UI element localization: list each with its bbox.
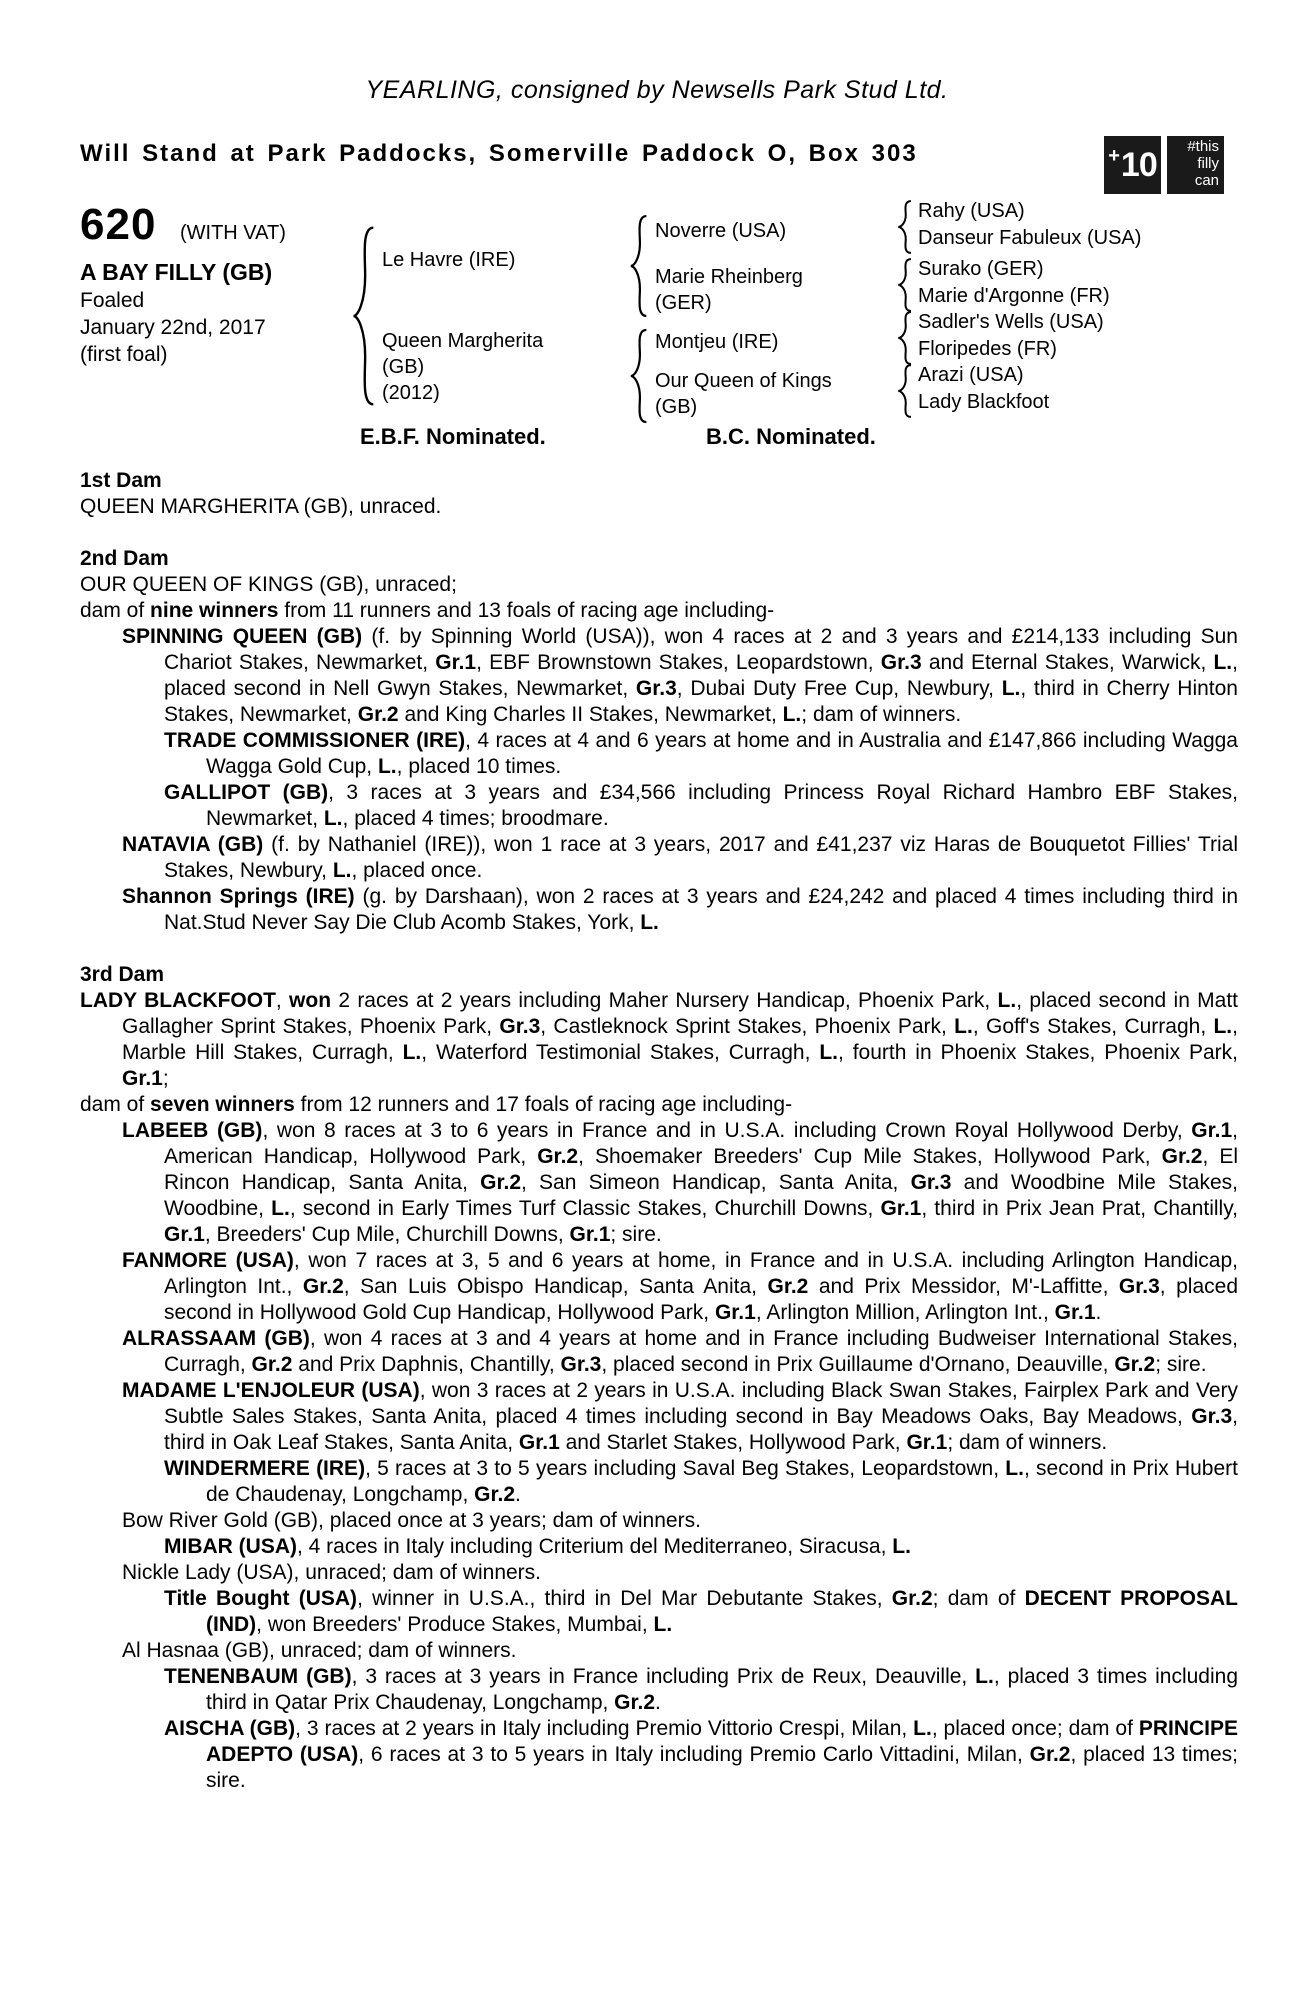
gsire4-name: Arazi (USA) <box>918 364 1024 386</box>
plus10-number: 10 <box>1120 145 1157 184</box>
produce-paragraph: Nickle Lady (USA), unraced; dam of winners. <box>122 1561 542 1584</box>
dam-section-heading: 2nd Dam <box>80 547 169 570</box>
plus10-plus-sign: + <box>1108 144 1120 167</box>
sire-name: Le Havre (IRE) <box>382 249 516 271</box>
dam-section-heading: 3rd Dam <box>80 963 165 986</box>
produce-paragraph: SPINNING QUEEN (GB) (f. by Spinning World (USA)), won 4 races at 2 and 3 years and £214,133 including Sun Chariot Stakes, Newmarket, Gr.1, EBF Brownstown Stakes, Leopardstown, Gr.3 and Eternal Stakes, Warwick, L., placed second in Nell Gwyn Stakes, Newmarket, Gr.3, Dubai Duty Free Cup, Newbury, L., third in Cherry Hinton Stakes, Newmarket, Gr.2 and King Charles II Stakes, Newmarket, L.; dam of winners. <box>122 625 1238 726</box>
dam-name-line1: Queen Margherita <box>382 330 544 352</box>
consignor-title: YEARLING, consigned by Newsells Park Stud Ltd. <box>365 76 949 104</box>
pedigree-brace <box>350 224 378 408</box>
gdam4-name: Lady Blackfoot <box>918 391 1050 413</box>
produce-paragraph: dam of nine winners from 11 runners and 13 foals of racing age including- <box>80 599 775 622</box>
gdam3-name: Floripedes (FR) <box>918 338 1057 360</box>
produce-paragraph: Shannon Springs (IRE) (g. by Darshaan), won 2 races at 3 years and £24,242 and placed 4 times including third in Nat.Stud Never Say Die Club Acomb Stakes, York, L. <box>122 885 1238 934</box>
produce-paragraph: MIBAR (USA), 4 races in Italy including Criterium del Mediterraneo, Siracusa, L. <box>164 1535 911 1558</box>
dam-sire-name: Montjeu (IRE) <box>655 331 779 353</box>
gdam2-name: Marie d'Argonne (FR) <box>918 285 1110 307</box>
dam-section-heading: 1st Dam <box>80 469 162 492</box>
gsire2-name: Surako (GER) <box>918 258 1044 280</box>
produce-paragraph: NATAVIA (GB) (f. by Nathaniel (IRE)), won 1 race at 3 years, 2017 and £41,237 viz Haras de Bouquetot Fillies' Trial Stakes, Newbury, L., placed once. <box>122 833 1238 882</box>
pedigree-brace <box>628 328 650 424</box>
produce-paragraph: TENENBAUM (GB), 3 races at 3 years in France including Prix de Reux, Deauville, L., placed 3 times including third in Qatar Prix Chaudenay, Longchamp, Gr.2. <box>164 1665 1238 1714</box>
sire-dam-name-line2: (GER) <box>655 292 712 314</box>
produce-paragraph: LABEEB (GB), won 8 races at 3 to 6 years in France and in U.S.A. including Crown Royal Hollywood Derby, Gr.1, American Handicap, Hollywood Park, Gr.2, Shoemaker Breeders' Cup Mile Stakes, Hollywood Park, Gr.2, El Rincon Handicap, Santa Anita, Gr.2, San Simeon Handicap, Santa Anita, Gr.3 and Woodbine Mile Stakes, Woodbine, L., second in Early Times Turf Classic Stakes, Churchill Downs, Gr.1, third in Prix Jean Prat, Chantilly, Gr.1, Breeders' Cup Mile, Churchill Downs, Gr.1; sire. <box>122 1119 1239 1246</box>
thisfillycan-line3: can <box>1194 172 1219 189</box>
thisfillycan-line1: #this <box>1187 138 1219 155</box>
foaled-label: Foaled <box>80 289 145 312</box>
dam-dam-name-line2: (GB) <box>655 396 698 418</box>
gsire1-name: Rahy (USA) <box>918 200 1025 222</box>
pedigree-brace <box>896 200 914 254</box>
produce-paragraph: OUR QUEEN OF KINGS (GB), unraced; <box>80 573 457 596</box>
thisfillycan-line2: filly <box>1197 155 1219 172</box>
produce-paragraph: FANMORE (USA), won 7 races at 3, 5 and 6 years at home, in France and in U.S.A. including Arlington Handicap, Arlington Int., Gr.2, San Luis Obispo Handicap, Santa Anita, Gr.2 and Prix Messidor, M'-Laffitte, Gr.3, placed second in Hollywood Gold Cup Handicap, Hollywood Park, Gr.1, Arlington Million, Arlington Int., Gr.1. <box>122 1249 1239 1324</box>
pedigree-brace <box>896 311 914 365</box>
dam-name-line3: (2012) <box>382 382 440 404</box>
dam-name-line2: (GB) <box>382 356 425 378</box>
produce-paragraph: Al Hasnaa (GB), unraced; dam of winners. <box>122 1639 517 1662</box>
ebf-nominated: E.B.F. Nominated. <box>360 424 546 449</box>
produce-paragraph: Bow River Gold (GB), placed once at 3 years; dam of winners. <box>122 1509 701 1532</box>
lot-vat-note: (WITH VAT) <box>180 222 286 244</box>
produce-paragraph: WINDERMERE (IRE), 5 races at 3 to 5 years including Saval Beg Stakes, Leopardstown, L., second in Prix Hubert de Chaudenay, Longchamp, Gr.2. <box>164 1457 1238 1506</box>
thisfillycan-logo <box>1167 136 1224 194</box>
foaled-date: January 22nd, 2017 <box>80 316 266 339</box>
pedigree-brace <box>896 258 914 312</box>
lot-number: 620 <box>80 200 157 249</box>
produce-paragraph: MADAME L'ENJOLEUR (USA), won 3 races at 2 years in U.S.A. including Black Swan Stakes, Fairplex Park and Very Subtle Sales Stakes, Santa Anita, placed 4 times including second in Bay Meadows Oaks, Bay Meadows, Gr.3, third in Oak Leaf Stakes, Santa Anita, Gr.1 and Starlet Stakes, Hollywood Park, Gr.1; dam of winners. <box>122 1379 1238 1454</box>
produce-paragraph: Title Bought (USA), winner in U.S.A., third in Del Mar Debutante Stakes, Gr.2; dam of DECENT PROPOSAL (IND), won Breeders' Produce Stakes, Mumbai, L. <box>164 1587 1238 1636</box>
pedigree-brace <box>628 214 650 318</box>
foal-note: (first foal) <box>80 343 168 366</box>
produce-paragraph: AISCHA (GB), 3 races at 2 years in Italy including Premio Vittorio Crespi, Milan, L., placed once; dam of PRINCIPE ADEPTO (USA), 6 races at 3 to 5 years in Italy including Premio Carlo Vittadini, Milan, Gr.2, placed 13 times; sire. <box>164 1717 1238 1792</box>
produce-paragraph: dam of seven winners from 12 runners and 17 foals of racing age including- <box>80 1093 793 1116</box>
produce-paragraph: GALLIPOT (GB), 3 races at 3 years and £34,566 including Princess Royal Richard Hambro EBF Stakes, Newmarket, L., placed 4 times; broodmare. <box>164 781 1238 830</box>
bc-nominated: B.C. Nominated. <box>706 424 876 449</box>
sire-dam-name-line1: Marie Rheinberg <box>655 266 803 288</box>
produce-paragraph: LADY BLACKFOOT, won 2 races at 2 years including Maher Nursery Handicap, Phoenix Park, L., placed second in Matt Gallagher Sprint Stakes, Phoenix Park, Gr.3, Castleknock Sprint Stakes, Phoenix Park, L., Goff's Stakes, Curragh, L., Marble Hill Stakes, Curragh, L., Waterford Testimonial Stakes, Curragh, L., fourth in Phoenix Stakes, Phoenix Park, Gr.1; <box>80 989 1239 1090</box>
produce-paragraph: TRADE COMMISSIONER (IRE), 4 races at 4 and 6 years at home and in Australia and £147,866 including Wagga Wagga Gold Cup, L., placed 10 times. <box>164 729 1238 778</box>
gdam1-name: Danseur Fabuleux (USA) <box>918 227 1142 249</box>
produce-sections <box>80 468 1238 1794</box>
gsire3-name: Sadler's Wells (USA) <box>918 311 1104 333</box>
sire-sire-name: Noverre (USA) <box>655 220 787 242</box>
stand-location-line: Will Stand at Park Paddocks, Somerville Paddock O, Box 303 <box>80 140 918 167</box>
produce-paragraph: QUEEN MARGHERITA (GB), unraced. <box>80 495 442 518</box>
plus10-logo <box>1104 136 1161 194</box>
produce-paragraph: ALRASSAAM (GB), won 4 races at 3 and 4 years at home and in France including Budweiser International Stakes, Curragh, Gr.2 and Prix Daphnis, Chantilly, Gr.3, placed second in Prix Guillaume d'Ornano, Deauville, Gr.2; sire. <box>122 1327 1238 1376</box>
dam-dam-name-line1: Our Queen of Kings <box>655 370 832 392</box>
pedigree-brace <box>896 364 914 418</box>
lot-description: A BAY FILLY (GB) <box>80 259 273 285</box>
